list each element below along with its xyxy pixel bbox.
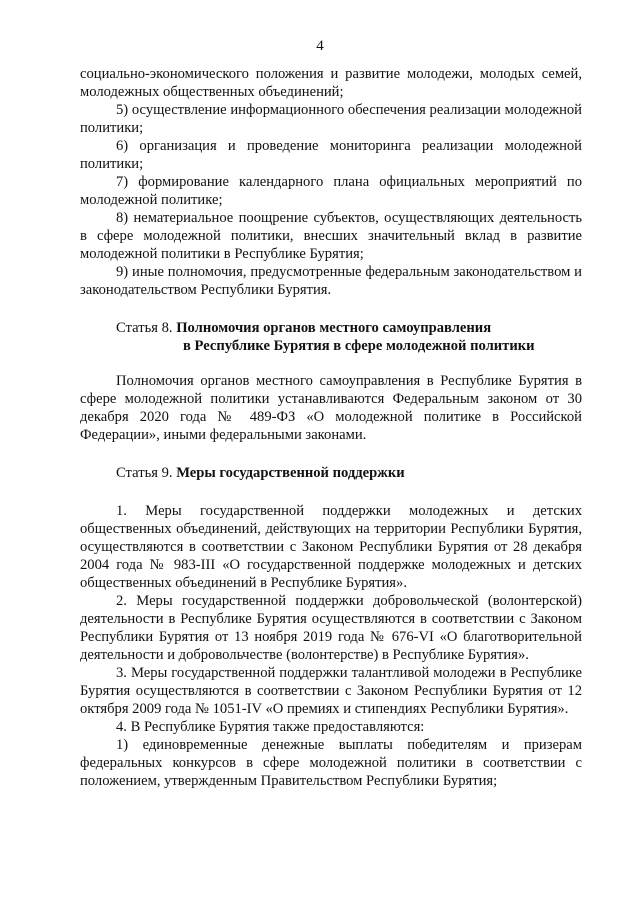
article-8-label: Статья 8. xyxy=(116,320,173,336)
article-8-text: Полномочия органов местного самоуправления в Республике Бурятия в сфере молодежной политики устанавливаются Федеральным законом от 30 декабря 2020 года № 489-ФЗ «О молодежной политике в Российской Федерации», иными федеральными законами. xyxy=(80,373,582,443)
paragraph-continuation: социально-экономического положения и развитие молодежи, молодых семей, молодежных общественных объединений; xyxy=(80,66,582,100)
article-9-title: Меры государственной поддержки xyxy=(176,465,405,481)
list-item-9: 9) иные полномочия, предусмотренные федеральным законодательством и законодательством Республики Бурятия. xyxy=(80,264,582,298)
article-9-paragraph-1: 1. Меры государственной поддержки молодежных и детских общественных объединений, действующих на территории Республики Бурятия, осуществляются в соответствии с Законом Республики Бурятия от 28 декабря 2004 года № 983-III «О государственной поддержке молодежных и детских общественных объединений в Республике Бурятия». xyxy=(80,503,582,591)
article-8-heading xyxy=(80,319,582,355)
article-9-label: Статья 9. xyxy=(116,465,173,481)
article-9-paragraph-4: 4. В Республике Бурятия также предоставляются: xyxy=(116,719,425,735)
article-8-title-line2: в Республике Бурятия в сфере молодежной политики xyxy=(183,338,535,354)
article-8-title-line1: Полномочия органов местного самоуправления xyxy=(176,320,492,336)
article-9-paragraph-2: 2. Меры государственной поддержки добровольческой (волонтерской) деятельности в Республике Бурятия осуществляются в соответствии с Законом Республики Бурятия от 13 ноября 2019 года № 676-VI «О благотворительной деятельности и добровольчестве (волонтерстве) в Республике Бурятия». xyxy=(80,593,582,663)
list-item-8: 8) нематериальное поощрение субъектов, осуществляющих деятельность в сфере молодежной политики, внесших значительный вклад в развитие молодежной политики в Республике Бурятия; xyxy=(80,210,582,262)
list-item-6: 6) организация и проведение мониторинга реализации молодежной политики; xyxy=(80,138,582,172)
page-number: 4 xyxy=(316,38,324,54)
article-9-list-item-1: 1) единовременные денежные выплаты победителям и призерам федеральных конкурсов в сфере молодежной политики в соответствии с положением, утвержденным Правительством Республики Бурятия; xyxy=(80,737,582,789)
article-9-heading xyxy=(80,464,582,482)
list-item-5: 5) осуществление информационного обеспечения реализации молодежной политики; xyxy=(80,102,582,136)
article-9-paragraph-3: 3. Меры государственной поддержки талантливой молодежи в Республике Бурятия осуществляются в соответствии с Законом Республики Бурятия от 12 октября 2009 года № 1051-IV «О премиях и стипендиях Республики Бурятия». xyxy=(80,665,582,717)
list-item-7: 7) формирование календарного плана официальных мероприятий по молодежной политике; xyxy=(80,174,582,208)
document-body xyxy=(80,65,582,790)
